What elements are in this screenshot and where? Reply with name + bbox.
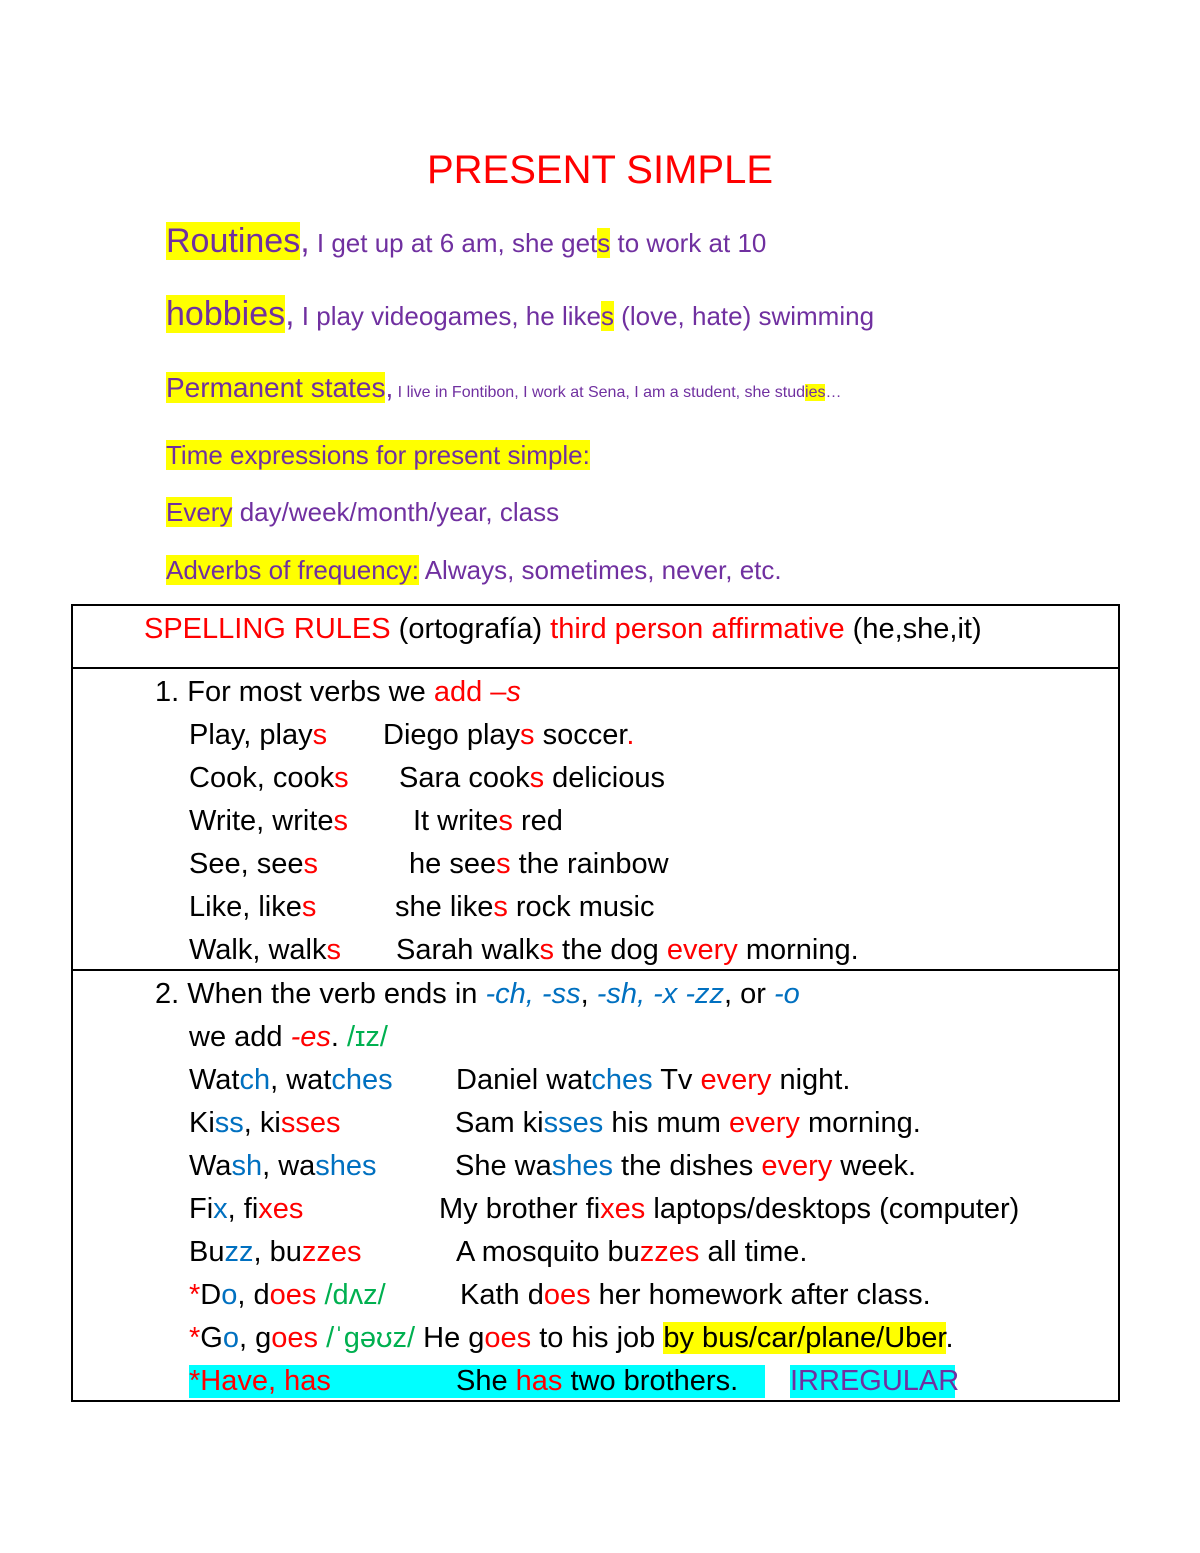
adverbs-of-frequency: Adverbs of frequency: Always, sometimes, never, etc. [166, 555, 782, 585]
rule1-verb: Play, plays [189, 719, 328, 751]
use-label: Routines [166, 222, 301, 260]
rule1-example: Sarah walks the dog every morning. [396, 934, 859, 966]
page-title: PRESENT SIMPLE [426, 148, 774, 192]
rule1-example: Sara cooks delicious [399, 762, 665, 794]
rule2-add: we add -es. /ɪz/ [189, 1021, 388, 1053]
rule2-example-buzz: A mosquito buzzes all time. [456, 1236, 808, 1268]
rule2-example-have: She has two brothers. [456, 1365, 739, 1397]
rule2-example-fix: My brother fixes laptops/desktops (computer) [439, 1193, 1020, 1225]
rule2-go: *Go, goes /ˈɡəʊz/ He goes to his job by bus/car/plane/Uber. [189, 1322, 954, 1354]
rule1-intro: 1. For most verbs we add –s [155, 676, 521, 708]
rule2-example-kiss: Sam kisses his mum every morning. [455, 1107, 921, 1139]
rule1-verb: Write, writes [189, 805, 348, 837]
rule2-example-do: Kath does her homework after class. [460, 1279, 931, 1311]
rule1-example: he sees the rainbow [409, 848, 669, 880]
rule1-example: It writes red [413, 805, 563, 837]
use-label: hobbies [166, 295, 286, 333]
rule1-verb: Like, likes [189, 891, 317, 923]
rule2-verb-buzz: Buzz, buzzes [189, 1236, 362, 1268]
rule2-verb-watch: Watch, watches [189, 1064, 393, 1096]
rule1-example: Diego plays soccer. [383, 719, 635, 751]
rule1-verb: Walk, walks [189, 934, 341, 966]
rule1-verb: Cook, cooks [189, 762, 349, 794]
use-routines: Routines, I get up at 6 am, she gets to work at 10 [166, 222, 767, 260]
rule2-example-wash: She washes the dishes every week. [455, 1150, 917, 1182]
rule2-intro: 2. When the verb ends in -ch, -ss, -sh, -x -zz, or -o [155, 978, 800, 1010]
rule2-have: *Have, has [189, 1365, 765, 1398]
rule1-verb: See, sees [189, 848, 318, 880]
rules-header: SPELLING RULES (ortografía) third person affirmative (he,she,it) [144, 613, 982, 645]
time-expressions-every: Every day/week/month/year, class [166, 497, 560, 527]
rule2-verb-fix: Fix, fixes [189, 1193, 304, 1225]
rule2-verb-do: *Do, does /dʌz/ [189, 1279, 386, 1311]
rule1-example: she likes rock music [395, 891, 655, 923]
use-permanent-states: Permanent states, I live in Fontibon, I work at Sena, I am a student, she studies… [166, 372, 842, 403]
rule2-verb-wash: Wash, washes [189, 1150, 377, 1182]
use-hobbies: hobbies, I play videogames, he likes (love, hate) swimming [166, 295, 875, 333]
irregular-label: IRREGULAR [790, 1365, 960, 1397]
use-label: Permanent states [166, 372, 386, 403]
time-expressions-heading: Time expressions for present simple: [166, 440, 590, 470]
rule2-example-watch: Daniel watches Tv every night. [456, 1064, 851, 1096]
rule2-verb-kiss: Kiss, kisses [189, 1107, 341, 1139]
